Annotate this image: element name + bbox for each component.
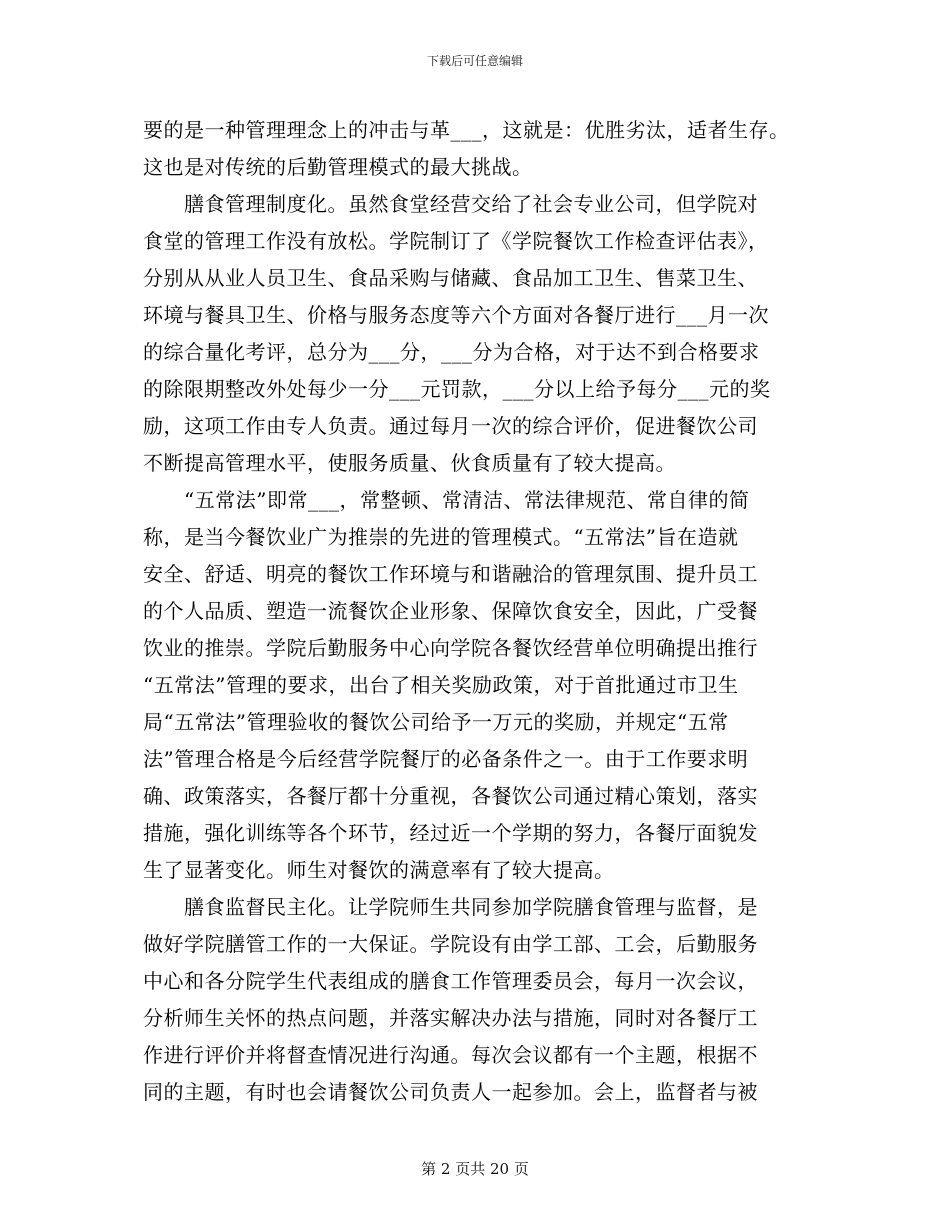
body-line: 同的主题，有时也会请餐饮公司负责人一起参加。会上，监督者与被 [143,1080,758,1104]
body-line: 局“五常法”管理验收的餐饮公司给予一万元的奖励，并规定“五常 [143,710,729,734]
body-line: 这也是对传统的后勤管理模式的最大挑战。 [143,155,533,179]
body-line: 措施，强化训练等各个环节，经过近一个学期的努力，各餐厅面貌发 [143,821,758,845]
body-line: 的除限期整改外处每少一分___元罚款，___分以上给予每分___元的奖 [143,377,771,401]
body-line: 励，这项工作由专人负责。通过每月一次的综合评价，促进餐饮公司 [143,414,758,438]
body-line: 生了显著变化。师生对餐饮的满意率有了较大提高。 [143,858,615,882]
page-footer: 第 2 页共 20 页 [421,1160,529,1178]
body-line: 的综合量化考评，总分为___分，___分为合格，对于达不到合格要求 [143,340,760,364]
body-line: 环境与餐具卫生、价格与服务态度等六个方面对各餐厅进行___月一次 [143,303,769,327]
body-line: “五常法”管理的要求，出台了相关奖励政策，对于首批通过市卫生 [143,673,739,697]
body-line: 不断提高管理水平，使服务质量、伙食质量有了较大提高。 [143,451,676,475]
body-line: 的个人品质、塑造一流餐饮企业形象、保障饮食安全，因此，广受餐 [143,599,758,623]
document-body [143,112,813,1111]
body-line: 安全、舒适、明亮的餐饮工作环境与和谐融洽的管理氛围、提升员工 [143,562,758,586]
body-line: 膳食管理制度化。虽然食堂经营交给了社会专业公司，但学院对 [143,192,758,216]
body-line: 称，是当今餐饮业广为推崇的先进的管理模式。“五常法”旨在造就 [143,525,739,549]
body-line: 确、政策落实，各餐厅都十分重视，各餐饮公司通过精心策划，落实 [143,784,758,808]
body-line: 分析师生关怀的热点问题，并落实解决办法与措施，同时对各餐厅工 [143,1006,758,1030]
body-line: “五常法”即常___，常整顿、常清洁、常法律规范、常自律的简 [143,488,750,512]
body-line: 中心和各分院学生代表组成的膳食工作管理委员会，每月一次会议， [143,969,758,993]
body-line: 膳食监督民主化。让学院师生共同参加学院膳食管理与监督，是 [143,895,758,919]
body-line: 法”管理合格是今后经营学院餐厅的必备条件之一。由于工作要求明 [143,747,749,771]
body-line: 食堂的管理工作没有放松。学院制订了《学院餐饮工作检查评估表》， [143,229,769,253]
page-header: 下载后可任意编辑 [426,54,523,68]
body-line: 要的是一种管理理念上的冲击与革___，这就是：优胜劣汰，适者生存。 [143,118,790,142]
body-line: 做好学院膳管工作的一大保证。学院设有由学工部、工会，后勤服务 [143,932,758,956]
body-line: 作进行评价并将督查情况进行沟通。每次会议都有一个主题，根据不 [143,1043,758,1067]
body-line: 分别从从业人员卫生、食品采购与储藏、食品加工卫生、售菜卫生、 [143,266,758,290]
body-line: 饮业的推崇。学院后勤服务中心向学院各餐饮经营单位明确提出推行 [143,636,758,660]
